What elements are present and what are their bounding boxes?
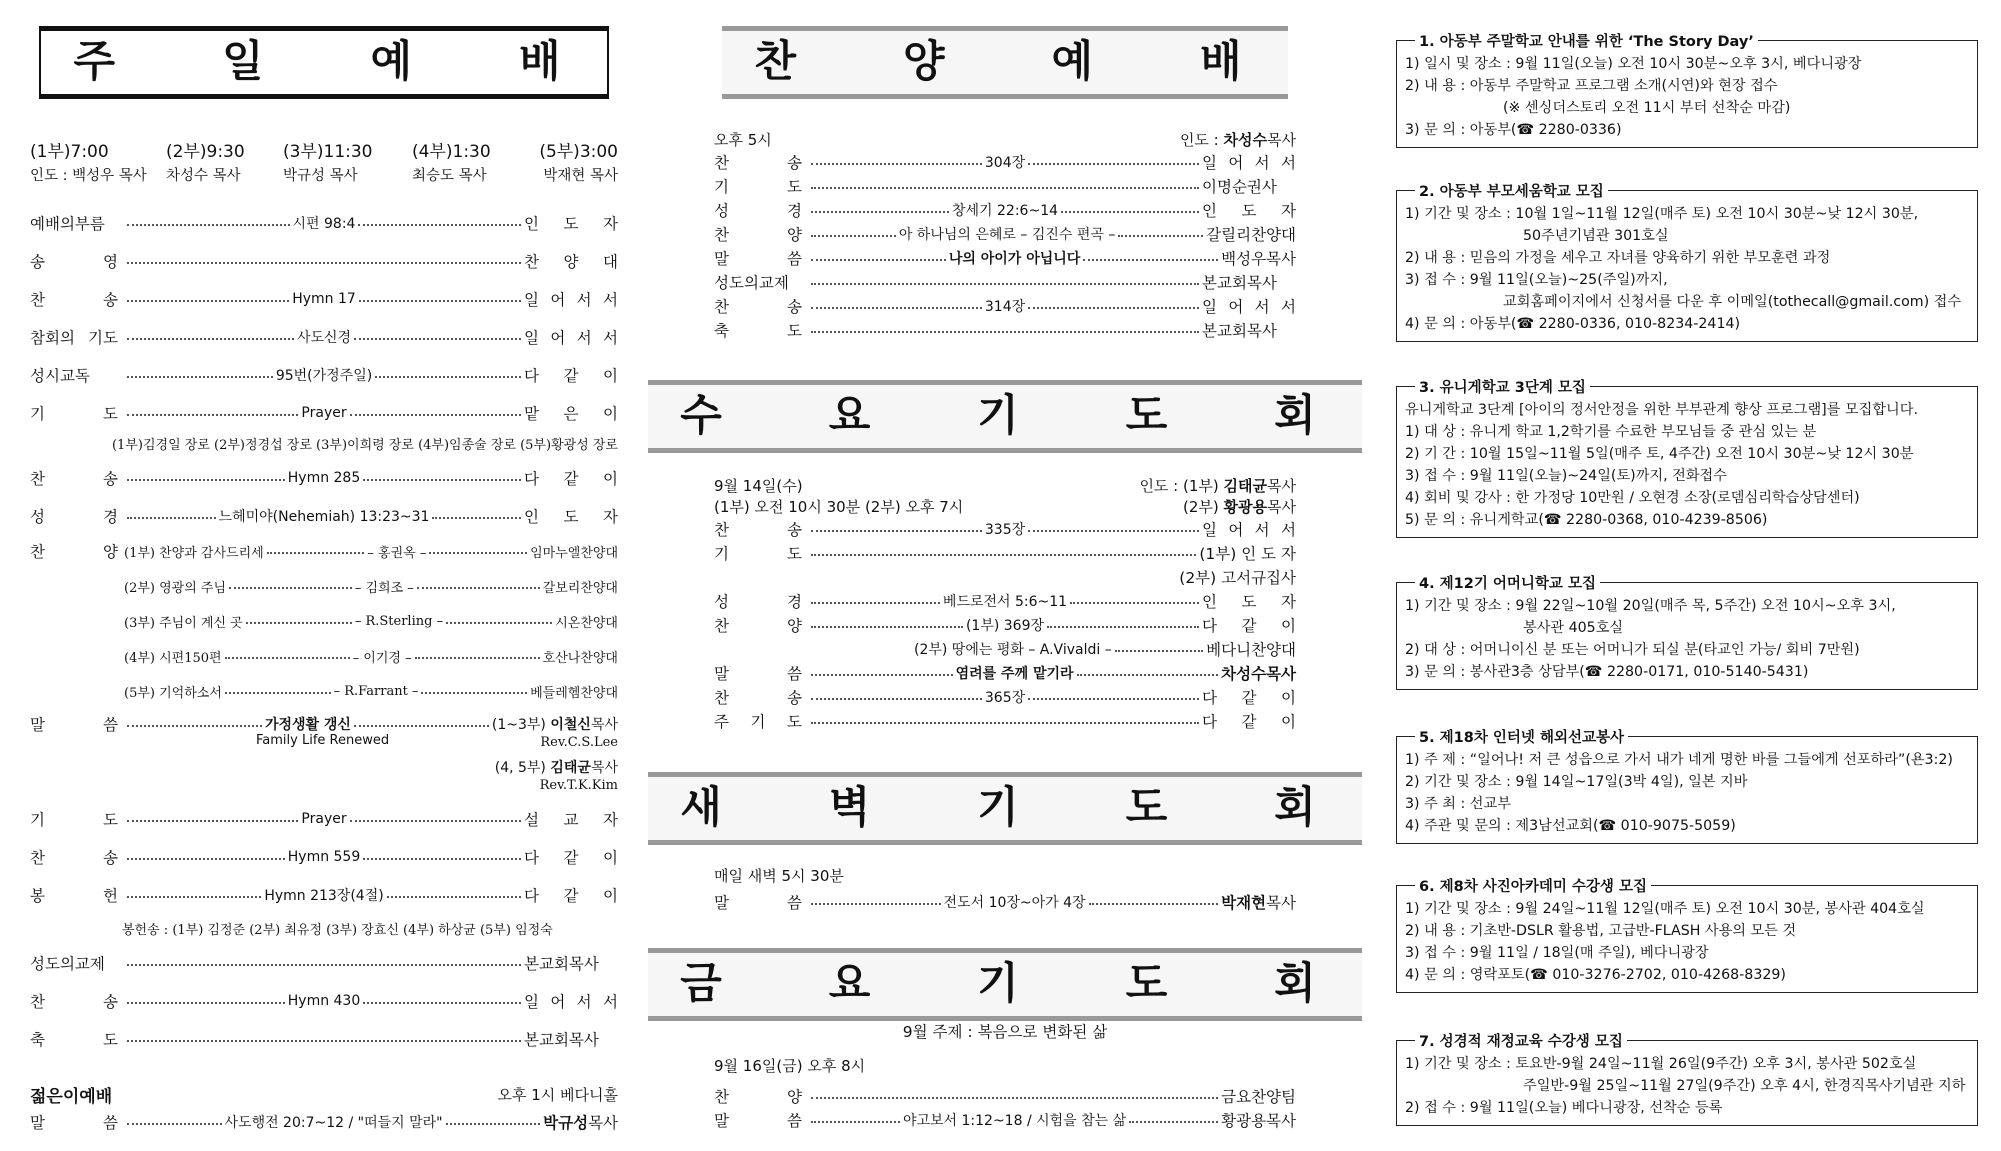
notice-title: 4. 제12기 어머니학교 모집 (1415, 572, 1600, 593)
row-text: 봉 헌 (30, 887, 118, 905)
row-text: Prayer (301, 405, 347, 421)
praise-title: 찬 양 예 배 (722, 26, 1287, 99)
row-text: 일 어 서 서 (1202, 521, 1296, 539)
row-text: 느헤미야(Nehemiah) 13:23~31 (218, 509, 430, 525)
order-row (914, 638, 1296, 660)
choir-row (30, 575, 618, 597)
order-row (30, 1028, 618, 1050)
row-text: 목사 (588, 1114, 619, 1132)
service-time: (5부)3:00 (539, 142, 618, 162)
notice-box: 1. 아동부 주말학교 안내를 위한 ‘The Story Day’ 1) 일시 및 장소 : 9월 11일(오늘) 오전 10시 30분~오후 3시, 베다니광장 2) 내 용 : 아동부 주말학교 프로그램 소개(시연)와 현장 접수 (※ 센싱더스토리 오전 11시 부터 선착순 마감) 3) 문 의 : 아동부(☎ 2280-0336) (1396, 40, 1978, 148)
order-row (714, 151, 1296, 173)
row-text: 설 교 자 (524, 811, 618, 829)
row-text: 다 같 이 (1202, 617, 1296, 635)
middle-column (680, 0, 1362, 1151)
choir-row (30, 540, 618, 562)
row-text: 차성수목사 (1221, 665, 1297, 683)
order-row (30, 884, 618, 906)
row-text: Hymn 213장(4절) (264, 888, 384, 904)
row-text: 본교회목사 (524, 1031, 599, 1049)
row-text: 사도행전 20:7~12 / "떠들지 말라" (224, 1115, 443, 1131)
row-text: 찬 송 (714, 154, 802, 172)
row-text: 호산나찬양대 (542, 650, 618, 666)
row-text: (1부) 369장 (965, 618, 1045, 634)
row-text: 갈보리찬양대 (542, 580, 618, 596)
order-row (714, 710, 1296, 732)
row-text: 말 씀 (714, 250, 802, 268)
dawn-row (714, 891, 1296, 913)
service-time: (1부)7:00 (30, 142, 109, 162)
choir-row (30, 680, 618, 702)
row-text: 다 같 이 (1202, 689, 1296, 707)
row-text: 다 같 이 (524, 887, 618, 905)
row-text: 송 영 (30, 253, 118, 271)
order-row (714, 271, 1296, 293)
row-text: 박규성 (543, 1114, 589, 1132)
order-row (30, 288, 618, 310)
row-text: 찬 양 (30, 543, 118, 561)
order-row (714, 686, 1296, 708)
row-text: 임마누엘찬양대 (530, 545, 618, 561)
dawn-title: 새 벽 기 도 회 (648, 772, 1362, 845)
row-text: Hymn 285 (287, 470, 361, 486)
row-text: 기 도 (714, 178, 802, 196)
row-text: 본교회목사 (1202, 322, 1277, 340)
order-row (714, 1109, 1296, 1131)
notice-title: 7. 성경적 재정교육 수강생 모집 (1415, 1030, 1627, 1051)
row-text: 다 같 이 (524, 367, 619, 385)
row-text: 나의 아이가 아닙니다 (948, 251, 1081, 267)
order-row (714, 1085, 1296, 1107)
friday-title-wrap (680, 948, 1362, 1021)
row-text: 찬 양 대 (524, 253, 618, 271)
row-text: (5부) 기억하소서 (124, 685, 222, 701)
row-text: – 이기경 – (352, 650, 412, 666)
dawn-time: 매일 새벽 5시 30분 (714, 867, 844, 885)
row-text: (2부) 영광의 주님 (124, 580, 227, 596)
row-text: 다 같 이 (1202, 713, 1296, 731)
service-leader: 박재현 목사 (543, 168, 618, 184)
order-row (30, 846, 618, 868)
row-text: 찬 송 (30, 849, 118, 867)
row-text: 찬 송 (30, 470, 118, 488)
row-text: 말 씀 (30, 1114, 118, 1132)
sermon-preacher-1-en: Rev.C.S.Lee (540, 735, 618, 750)
order-row (30, 808, 618, 830)
order-row (714, 614, 1296, 636)
row-text: 맡 은 이 (524, 405, 618, 423)
sermon-row (30, 713, 618, 735)
row-text: 335장 (984, 522, 1026, 538)
sermon-preacher-1: 이철신 (550, 717, 591, 733)
service-leader: 최승도 목사 (412, 168, 487, 184)
wednesday-date: 9월 14일(수) (714, 477, 803, 495)
notices-column (1396, 0, 1978, 1151)
row-text: 창세기 22:6~14 (952, 203, 1059, 219)
row-text: 기 도 (714, 545, 802, 563)
row-text: Hymn 430 (287, 993, 361, 1009)
prayer-leaders: (1부)김경일 장로 (2부)정경섭 장로 (3부)이희령 장로 (4부)임종술 장로 (5부)황광성 장로 (111, 438, 618, 453)
order-row (30, 212, 618, 234)
order-row (714, 518, 1296, 540)
notice-box: 6. 제8차 사진아카데미 수강생 모집 1) 기간 및 장소 : 9월 24일~11월 12일(매주 토) 오전 10시 30분, 봉사관 404호실 2) 내 용 : 기초반-DSLR 활용법, 고급반-FLASH 사용의 모든 것 3) 접 수 : 9월 11일 / 18일(매 주일), 베다니광장 4) 문 의 : 영락포토(☎ 010-3276-2702, 010-4268-8329) (1396, 885, 1978, 993)
choir-row (30, 610, 618, 632)
row-text: 성 경 (714, 593, 802, 611)
service-time: (2부)9:30 (166, 142, 245, 162)
service-time: (4부)1:30 (412, 142, 491, 162)
order-row (714, 295, 1296, 317)
order-row (714, 223, 1296, 245)
notice-title: 3. 유니게학교 3단계 모집 (1415, 376, 1590, 397)
row-text: 일 어 서 서 (524, 291, 618, 309)
row-text: 말 씀 (714, 894, 802, 912)
order-row (30, 952, 618, 974)
row-text: (2부) 땅에는 평화 – A.Vivaldi – (914, 642, 1112, 658)
order-row (714, 542, 1296, 564)
offering-singers: 봉헌송 : (1부) 김정준 (2부) 최유정 (3부) 장효신 (4부) 하상균 (5부) 임정숙 (122, 923, 553, 938)
praise-title-wrap (714, 26, 1296, 99)
order-row (714, 199, 1296, 221)
service-1 (30, 137, 147, 185)
service-leader: 인도 : 백성우 목사 (30, 168, 147, 184)
row-text: 베들레헴찬양대 (530, 685, 619, 701)
row-text: 인 도 자 (524, 215, 618, 233)
row-text: 예배의부름 (30, 215, 105, 233)
wednesday-prayer-2: (2부) 고서규집사 (1179, 569, 1296, 587)
row-text: 95번(가정주일) (275, 368, 373, 384)
row-text: 아 하나님의 은혜로 – 김진수 편곡 – (898, 227, 1116, 243)
praise-leader: 인도 : 차성수목사 (1179, 131, 1296, 149)
service-time: (3부)11:30 (283, 142, 373, 162)
notice-box: 5. 제18차 인터넷 해외선교봉사 1) 주 제 : “일어나! 저 큰 성읍으로 가서 내가 네게 명한 바를 그들에게 선포하라”(욘3:2) 2) 기간 및 장소 : 9월 14일~17일(3박 4일), 일본 지바 3) 주 최 : 선교부 4) 주관 및 문의 : 제3남선교회(☎ 010-9075-5059) (1396, 736, 1978, 844)
row-text: 참회의 기도 (30, 329, 118, 347)
dawn-title-wrap (680, 772, 1362, 845)
notice-box: 7. 성경적 재정교육 수강생 모집 1) 기간 및 장소 : 토요반-9월 24일~11월 26일(9주간) 오후 3시, 봉사관 502호실 주일반-9월 25일~11월 27일(9주간) 오후 4시, 한경직목사기념관 지하 2) 접 수 : 9월 11일(오늘) 베다니광장, 선착순 등록 (1396, 1040, 1978, 1126)
row-text: (4부) 시편150편 (124, 650, 222, 666)
wednesday-leader-1: 인도 : (1부) 김태균목사 (1139, 477, 1296, 495)
order-row (30, 990, 618, 1012)
row-text: 시편 98:4 (292, 216, 356, 232)
row-text: 성시교독 (30, 367, 90, 385)
order-row (714, 247, 1296, 269)
row-text: 찬 양 (714, 1088, 802, 1106)
sermon-preacher-2: (4, 5부) 김태균목사 (494, 760, 618, 776)
row-text: 다 같 이 (524, 470, 618, 488)
order-row (30, 467, 618, 489)
row-text: 금요찬양팀 (1221, 1088, 1296, 1106)
youth-time: 오후 1시 베다니홀 (497, 1086, 618, 1104)
friday-title: 금 요 기 도 회 (648, 948, 1362, 1021)
row-text: 사도신경 (296, 330, 352, 346)
notice-box: 4. 제12기 어머니학교 모집 1) 기간 및 장소 : 9월 22일~10월 20일(매주 목, 5주간) 오전 10시~오후 3시, 봉사관 405호실 2) 대 상 : 어머니이신 분 또는 어머니가 되실 분(타교인 가능/ 회비 7만원) 3) 문 의 : 봉사관3층 상담부(☎ 2280-0171, 010-5140-5431) (1396, 582, 1978, 690)
row-text: 야고보서 1:12~18 / 시험을 참는 삶 (902, 1113, 1127, 1129)
order-row (30, 505, 618, 527)
row-text: 일 어 서 서 (524, 993, 618, 1011)
row-text: – R.Sterling – (354, 613, 444, 629)
wednesday-times: (1부) 오전 10시 30분 (2부) 오후 7시 (714, 498, 964, 516)
row-text: 찬 송 (714, 298, 802, 316)
service-2 (166, 137, 245, 185)
order-row (30, 250, 618, 272)
row-text: 말 씀 (714, 1112, 802, 1130)
notice-title: 5. 제18차 인터넷 해외선교봉사 (1415, 726, 1628, 747)
order-row (30, 364, 618, 386)
row-text: 304장 (984, 155, 1026, 171)
row-text: 일 어 서 서 (1202, 154, 1296, 172)
sunday-title-wrap (30, 26, 618, 99)
friday-date: 9월 16일(금) 오후 8시 (714, 1057, 866, 1075)
row-text: 기 도 (30, 811, 118, 829)
row-text: 주 기 도 (714, 713, 802, 731)
row-text: 성도의교제 (30, 955, 105, 973)
row-text: 인 도 자 (524, 508, 619, 526)
youth-row (30, 1111, 618, 1133)
row-text: 일 어 서 서 (1202, 298, 1296, 316)
order-row (30, 326, 618, 348)
row-text: 일 어 서 서 (524, 329, 619, 347)
row-text: Hymn 559 (287, 849, 361, 865)
order-row (714, 319, 1296, 341)
row-text: (1~3부) (491, 717, 546, 733)
order-row (714, 590, 1296, 612)
row-text: (1부) 찬양과 감사드리세 (124, 545, 264, 561)
wednesday-leader-2: (2부) 황광용목사 (1183, 498, 1296, 516)
row-text: 찬 양 (714, 226, 802, 244)
youth-title: 젊은이예배 (30, 1087, 113, 1107)
row-text: 축 도 (30, 1031, 118, 1049)
notice-box: 3. 유니게학교 3단계 모집 유니게학교 3단계 [아이의 정서안정을 위한 부부관계 향상 프로그램]를 모집합니다. 1) 대 상 : 유니게 학교 1,2학기를 수료한 부모님들 중 관심 있는 분 2) 기 간 : 10월 15일~11월 5일(매주 토, 4주간) 오전 10시 30분~낮 12시 30분 3) 접 수 : 9월 11일(오늘)~24일(토)까지, 전화접수 4) 회비 및 강사 : 한 가정당 10만원 / 오현경 소장(로뎀심리학습상담센터) 5) 문 의 : 유니게학교(☎ 2280-0368, 010-4239-8506) (1396, 386, 1978, 538)
sermon-preacher-2-en: Rev.T.K.Kim (539, 778, 618, 793)
service-leader: 차성수 목사 (166, 168, 241, 184)
friday-theme: 9월 주제 : 복음으로 변화된 삶 (902, 1023, 1108, 1041)
row-text: 시온찬양대 (555, 615, 618, 631)
row-text: 찬 송 (30, 993, 118, 1011)
row-text: 갈릴리찬양대 (1206, 226, 1297, 244)
row-text: 본교회목사 (1202, 274, 1277, 292)
row-text: – 김희조 – (354, 580, 414, 596)
row-text: 박재현 (1221, 894, 1267, 912)
row-text: 인 도 자 (1202, 593, 1296, 611)
row-text: 이명순권사 (1202, 178, 1277, 196)
row-text: 전도서 10장~아가 4장 (943, 895, 1086, 911)
notice-title: 1. 아동부 주말학교 안내를 위한 ‘The Story Day’ (1415, 30, 1758, 51)
sunday-title: 주 일 예 배 (39, 26, 608, 99)
row-text: – 홍권옥 – (367, 545, 427, 561)
row-text: 365장 (984, 690, 1026, 706)
service-3 (283, 137, 373, 185)
row-text: (3부) 주님이 계신 곳 (124, 615, 243, 631)
row-text: 성 경 (714, 202, 802, 220)
row-text: 찬 양 (714, 617, 802, 635)
notice-title: 6. 제8차 사진아카데미 수강생 모집 (1415, 875, 1651, 896)
row-text: 베다니찬양대 (1206, 641, 1296, 659)
sunday-worship-column (30, 0, 618, 1151)
row-text: 목사 (1266, 894, 1296, 912)
wednesday-title-wrap (680, 380, 1362, 453)
row-text: Prayer (301, 811, 347, 827)
order-row (714, 662, 1296, 684)
row-text: 찬 송 (714, 689, 802, 707)
row-text: 인 도 자 (1202, 202, 1297, 220)
row-text: 베드로전서 5:6~11 (942, 594, 1068, 610)
row-text: 기 도 (30, 405, 118, 423)
sermon-subtitle: Family Life Renewed (256, 733, 390, 748)
choir-row (30, 645, 618, 667)
row-text: 백성우목사 (1221, 250, 1296, 268)
row-text: 찬 송 (30, 291, 118, 309)
row-text: 말 씀 (714, 665, 802, 683)
service-leader: 박규성 목사 (283, 168, 358, 184)
row-text: 말 씀 (30, 716, 118, 734)
row-text: (1부) 인 도 자 (1199, 545, 1296, 563)
row-text: 염려를 주께 맡기라 (955, 666, 1074, 682)
row-text: 황광용목사 (1221, 1112, 1297, 1130)
praise-time: 오후 5시 (714, 131, 772, 149)
row-text: Hymn 17 (292, 291, 356, 307)
row-text: 314장 (984, 299, 1026, 315)
row-text: 성도의교제 (714, 274, 789, 292)
row-text: 목사 (590, 717, 618, 733)
order-row (30, 402, 618, 424)
service-5 (539, 137, 618, 185)
row-text: 다 같 이 (524, 849, 618, 867)
service-4 (412, 137, 491, 185)
notice-title: 2. 아동부 부모세움학교 모집 (1415, 180, 1608, 201)
row-text: 성 경 (30, 508, 118, 526)
row-text: 가정생활 갱신 (264, 717, 351, 733)
row-text: 본교회목사 (524, 955, 599, 973)
row-text: 축 도 (714, 322, 802, 340)
order-row (714, 175, 1296, 197)
notice-box: 2. 아동부 부모세움학교 모집 1) 기간 및 장소 : 10월 1일~11월 12일(매주 토) 오전 10시 30분~낮 12시 30분, 50주년기념관 301호실 2) 내 용 : 믿음의 가정을 세우고 자녀를 양육하기 위한 부모훈련 과정 3) 접 수 : 9월 11일(오늘)~25(주일)까지, 교회홈페이지에서 신청서를 다운 후 이메일(tothecall@gmail.com) 접수 4) 문 의 : 아동부(☎ 2280-0336, 010-8234-2414) (1396, 190, 1978, 342)
row-text: – R.Farrant – (333, 683, 419, 699)
wednesday-title: 수 요 기 도 회 (648, 380, 1362, 453)
row-text: 찬 송 (714, 521, 802, 539)
